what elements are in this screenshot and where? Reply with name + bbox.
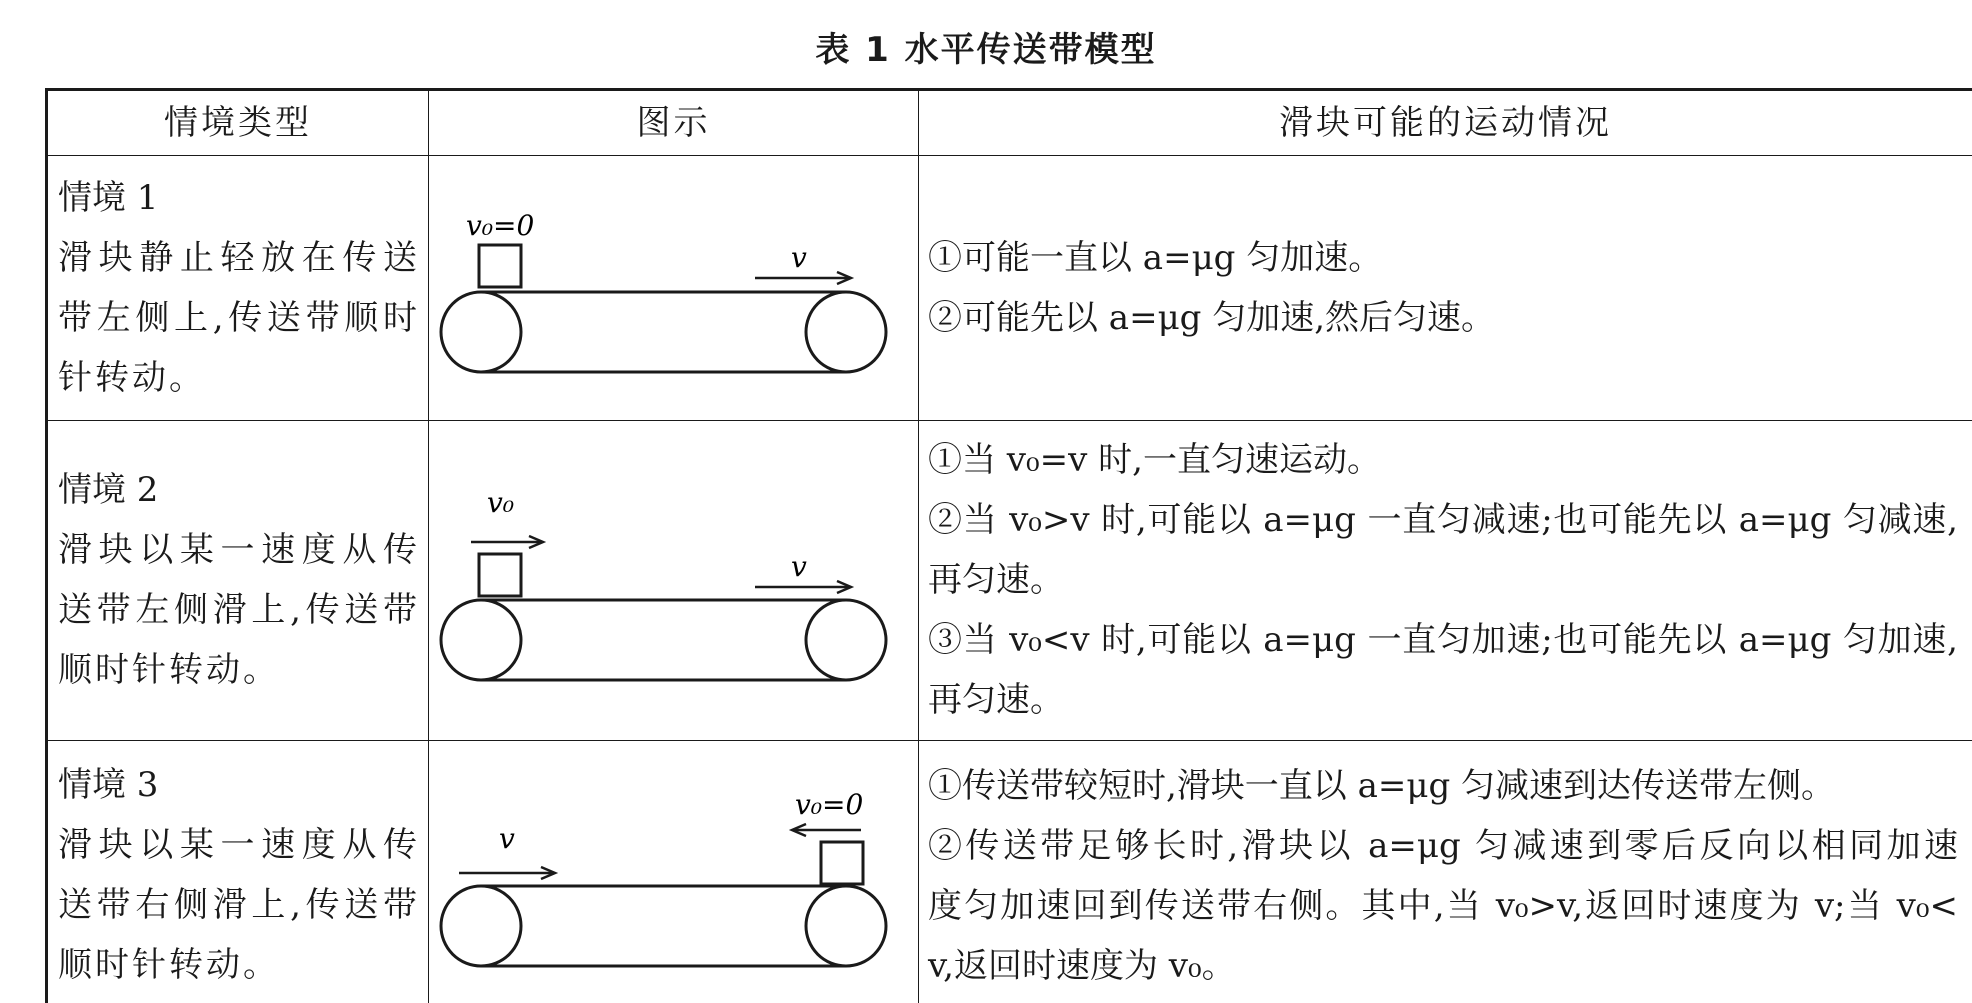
- column-divider-2: [918, 88, 919, 1003]
- conveyor-diagram-1: [429, 195, 918, 385]
- motion-2-line-4: ③当 v₀<v 时,可能以 a=μg 一直匀加速;也可能先以 a=μg 匀加速,: [928, 620, 1958, 660]
- belt-velocity-label: v: [499, 822, 515, 855]
- conveyor-diagram-3: [429, 780, 918, 980]
- header-motion: 滑块可能的运动情况: [1279, 103, 1612, 143]
- header-situation: 情境类型: [164, 103, 312, 143]
- block-velocity-label: v₀=0: [795, 788, 864, 821]
- slider-block: [479, 245, 521, 287]
- situation-1-line-3: 针转动。: [58, 358, 206, 398]
- situation-2-line-2: 送带左侧滑上,传送带: [58, 590, 420, 630]
- motion-1-cell: [928, 228, 1958, 348]
- situation-3-line-2: 送带右侧滑上,传送带: [58, 885, 420, 925]
- situation-2-line-1: 滑块以某一速度从传: [58, 530, 420, 570]
- table-left-border: [45, 88, 48, 1003]
- row-divider-2: [45, 740, 1972, 741]
- conveyor-diagram-2: [429, 480, 918, 690]
- situation-3-line-1: 滑块以某一速度从传: [58, 825, 420, 865]
- situation-2-line-3: 顺时针转动。: [58, 650, 280, 690]
- right-pulley: [806, 292, 886, 372]
- motion-2-line-2: ②当 v₀>v 时,可能以 a=μg 一直匀减速;也可能先以 a=μg 匀减速,: [928, 500, 1958, 540]
- left-pulley: [441, 600, 521, 680]
- motion-2-line-3: 再匀速。: [928, 560, 1064, 600]
- motion-1-line-1: ①可能一直以 a=μg 匀加速。: [928, 238, 1383, 278]
- motion-2-line-5: 再匀速。: [928, 680, 1064, 720]
- left-pulley: [441, 886, 521, 966]
- motion-3-line-3: 度匀加速回到传送带右侧。其中,当 v₀>v,返回时速度为 v;当 v₀<: [928, 886, 1958, 926]
- situation-2-title: 情境 2: [58, 470, 159, 510]
- situation-1-line-2: 带左侧上,传送带顺时: [58, 298, 420, 338]
- situation-1-line-1: 滑块静止轻放在传送: [58, 238, 420, 278]
- belt-velocity-label: v: [791, 550, 807, 583]
- header-diagram: 图示: [636, 103, 711, 143]
- left-pulley: [441, 292, 521, 372]
- belt-velocity-label: v: [791, 241, 807, 274]
- situation-3-description: [58, 815, 420, 995]
- slider-block: [479, 554, 521, 596]
- block-velocity-label: v₀: [487, 486, 515, 519]
- motion-2-line-1: ①当 v₀=v 时,一直匀速运动。: [928, 440, 1381, 480]
- motion-1-line-2: ②可能先以 a=μg 匀加速,然后匀速。: [928, 298, 1496, 338]
- situation-3-line-3: 顺时针转动。: [58, 945, 280, 985]
- situation-3-cell: [58, 755, 420, 995]
- situation-1-description: [58, 228, 420, 408]
- situation-2-cell: [58, 460, 420, 700]
- slider-block: [821, 842, 863, 884]
- situation-3-title: 情境 3: [58, 765, 159, 805]
- block-velocity-label: v₀=0: [466, 209, 535, 242]
- motion-3-line-2: ②传送带足够长时,滑块以 a=μg 匀减速到零后反向以相同加速: [928, 826, 1958, 866]
- right-pulley: [806, 600, 886, 680]
- right-pulley: [806, 886, 886, 966]
- row-divider-1: [45, 420, 1972, 421]
- situation-1-title: 情境 1: [58, 178, 159, 218]
- situation-2-description: [58, 520, 420, 700]
- motion-3-line-4: v,返回时速度为 v₀。: [928, 946, 1236, 986]
- situation-1-cell: [58, 168, 420, 408]
- motion-3-line-1: ①传送带较短时,滑块一直以 a=μg 匀减速到达传送带左侧。: [928, 766, 1836, 806]
- motion-2-cell: [928, 430, 1958, 730]
- motion-3-cell: [928, 756, 1958, 996]
- table-caption: 表 1 水平传送带模型: [815, 30, 1157, 70]
